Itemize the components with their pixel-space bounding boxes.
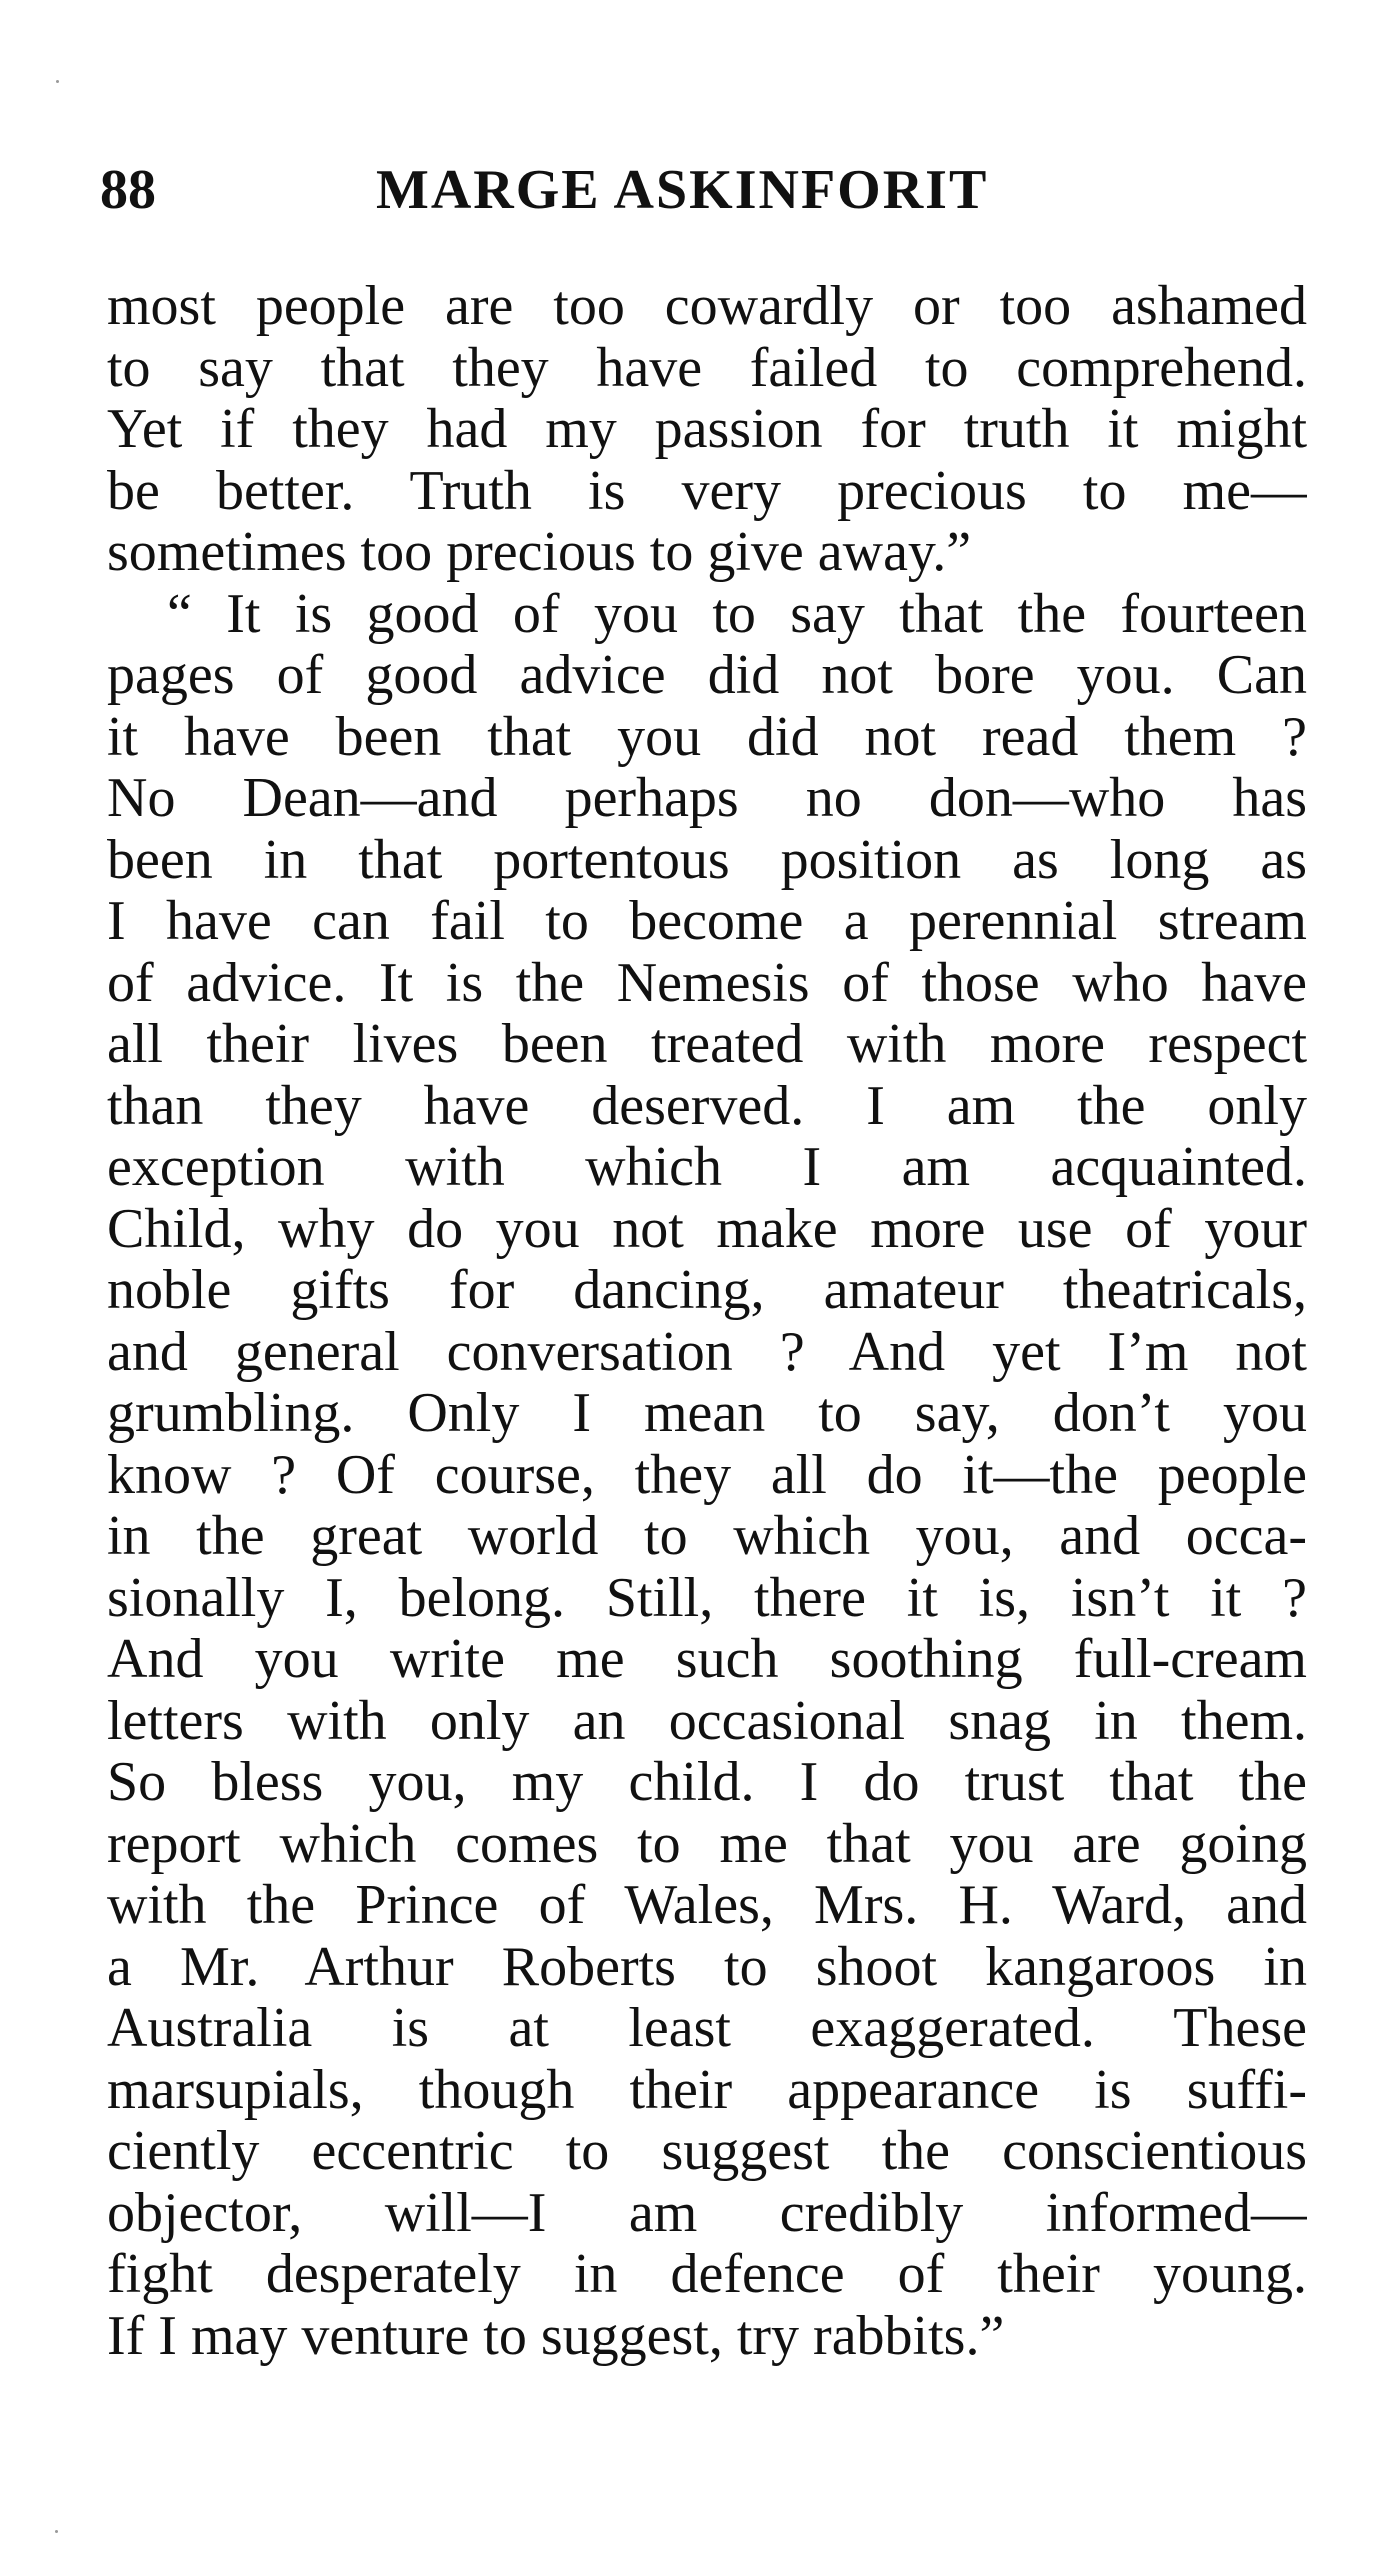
text-line: “ It is good of you to say that the fourteen <box>167 583 1307 645</box>
text-line: in the great world to which you, and occa- <box>107 1506 1307 1567</box>
text-line: I have can fail to become a perennial stream <box>107 891 1307 952</box>
running-head <box>100 150 1310 230</box>
text-line: most people are too cowardly or too ashamed <box>107 276 1307 337</box>
text-line: sionally I, belong. Still, there it is, isn’t it ? <box>107 1567 1307 1629</box>
text-line: So bless you, my child. I do trust that the <box>107 1752 1307 1813</box>
text-line: fight desperately in defence of their young. <box>107 2244 1307 2305</box>
text-line: report which comes to me that you are going <box>107 1813 1307 1875</box>
paper-speck <box>56 80 59 83</box>
text-line: to say that they have failed to comprehend. <box>107 337 1307 399</box>
text-line: than they have deserved. I am the only <box>107 1075 1307 1137</box>
text-line: If I may venture to suggest, try rabbits.” <box>107 2305 1005 2367</box>
paragraph-2 <box>107 584 1307 2368</box>
text-line: been in that portentous position as long as <box>107 829 1307 891</box>
paper-speck <box>55 2530 58 2533</box>
text-line: Child, why do you not make more use of your <box>107 1198 1307 1260</box>
text-line: grumbling. Only I mean to say, don’t you <box>107 1383 1307 1444</box>
text-line: noble gifts for dancing, amateur theatricals, <box>107 1260 1307 1321</box>
text-line: ciently eccentric to suggest the conscientious <box>107 2121 1307 2182</box>
text-line: and general conversation ? And yet I’m not <box>107 1321 1307 1383</box>
running-title: MARGE ASKINFORIT <box>376 159 989 221</box>
page-number: 88 <box>100 159 156 221</box>
text-line: a Mr. Arthur Roberts to shoot kangaroos in <box>107 1936 1307 1998</box>
text-line: be better. Truth is very precious to me— <box>107 460 1307 522</box>
text-line: sometimes too precious to give away.” <box>107 522 972 583</box>
text-line: pages of good advice did not bore you. Can <box>107 645 1307 706</box>
text-line: Yet if they had my passion for truth it might <box>107 399 1307 460</box>
text-line: with the Prince of Wales, Mrs. H. Ward, and <box>107 1875 1307 1936</box>
text-line: know ? Of course, they all do it—the people <box>107 1444 1307 1506</box>
paragraph-1 <box>107 276 1307 584</box>
text-line: it have been that you did not read them ? <box>107 706 1307 768</box>
body-text <box>107 276 1307 2367</box>
text-line: No Dean—and perhaps no don—who has <box>107 768 1307 829</box>
text-line: exception with which I am acquainted. <box>107 1137 1307 1198</box>
text-line: of advice. It is the Nemesis of those who have <box>107 952 1307 1014</box>
text-line: letters with only an occasional snag in them. <box>107 1690 1307 1752</box>
text-line: marsupials, though their appearance is suffi- <box>107 2059 1307 2121</box>
text-line: Australia is at least exaggerated. These <box>107 1998 1307 2059</box>
text-line: objector, will—I am credibly informed— <box>107 2182 1307 2244</box>
text-line: all their lives been treated with more respect <box>107 1014 1307 1075</box>
text-line: And you write me such soothing full-cream <box>107 1629 1307 1690</box>
